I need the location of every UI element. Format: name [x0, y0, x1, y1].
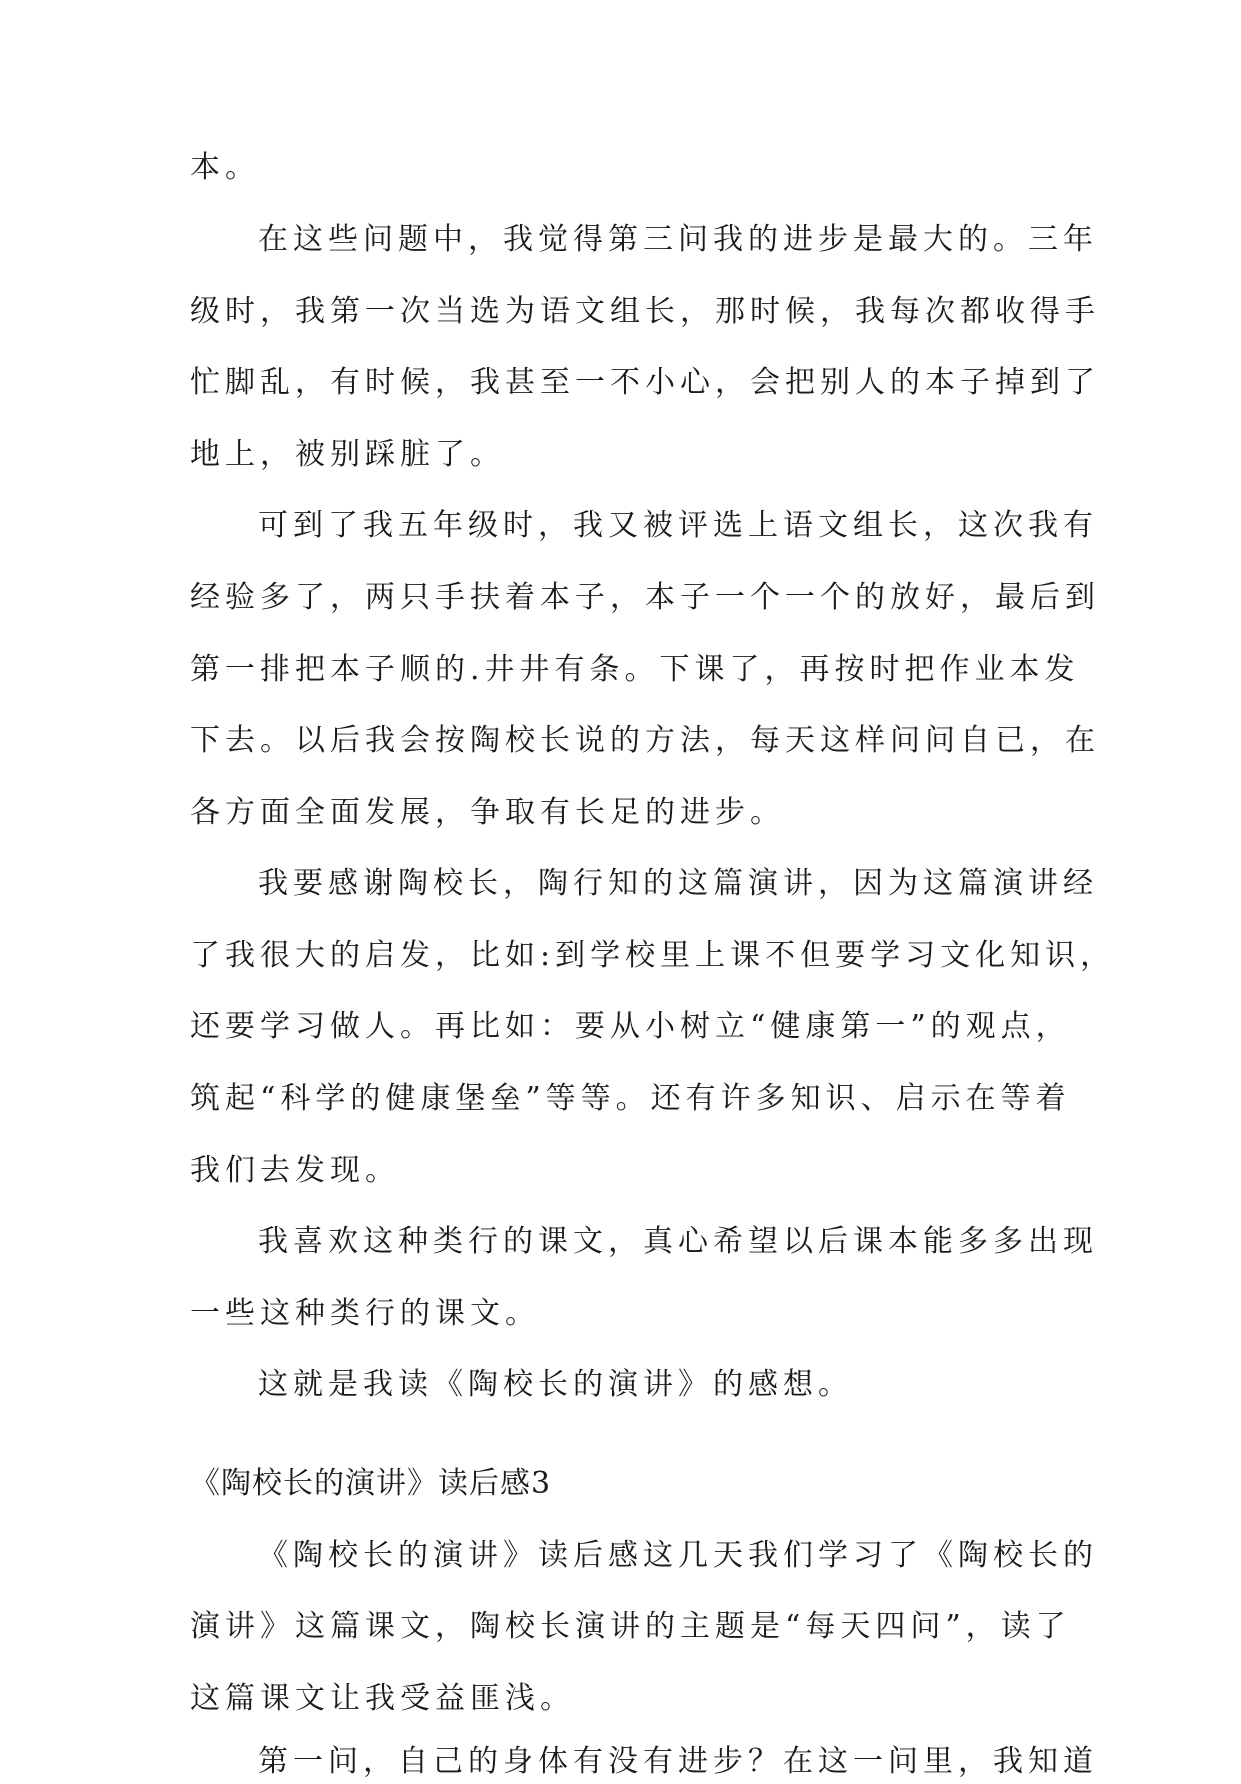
text-line: 第一排把本子顺的.井井有条。下课了，再按时把作业本发	[190, 652, 1080, 687]
text-line: 忙脚乱，有时候，我甚至一不小心，会把别人的本子掉到了	[190, 365, 1100, 400]
text-line: 级时，我第一次当选为语文组长，那时候，我每次都收得手	[190, 294, 1100, 329]
text-line: 《陶校长的演讲》读后感这几天我们学习了《陶校长的	[258, 1538, 1098, 1573]
text-line: 下去。以后我会按陶校长说的方法，每天这样问问自已，在	[190, 723, 1100, 758]
text-line: 这篇课文让我受益匪浅。	[190, 1681, 575, 1716]
text-line: 这就是我读《陶校长的演讲》的感想。	[258, 1367, 853, 1402]
text-line: 我喜欢这种类行的课文，真心希望以后课本能多多出现	[258, 1224, 1098, 1259]
text-line: 在这些问题中，我觉得第三问我的进步是最大的。三年	[258, 222, 1098, 257]
text-line: 筑起“科学的健康堡垒”等等。还有许多知识、启示在等着	[190, 1081, 1071, 1116]
text-line: 一些这种类行的课文。	[190, 1296, 540, 1331]
text-line: 还要学习做人。再比如：要从小树立“健康第一”的观点，	[190, 1009, 1071, 1044]
text-line: 演讲》这篇课文，陶校长演讲的主题是“每天四问”，读了	[190, 1609, 1071, 1644]
text-line: 各方面全面发展，争取有长足的进步。	[190, 795, 785, 830]
text-line: 我要感谢陶校长，陶行知的这篇演讲，因为这篇演讲经	[258, 866, 1098, 901]
text-line: 地上，被别踩脏了。	[190, 437, 505, 472]
text-line: 本。	[190, 150, 260, 185]
text-line: 可到了我五年级时，我又被评选上语文组长，这次我有	[258, 508, 1098, 543]
text-line: 经验多了，两只手扶着本子，本子一个一个的放好，最后到	[190, 580, 1100, 615]
text-line: 第一问，自己的身体有没有进步？在这一问里，我知道	[258, 1744, 1098, 1779]
text-line: 了我很大的启发，比如:到学校里上课不但要学习文化知识，	[190, 938, 1116, 973]
section-heading: 《陶校长的演讲》读后感3	[190, 1466, 552, 1501]
text-line: 我们去发现。	[190, 1153, 400, 1188]
